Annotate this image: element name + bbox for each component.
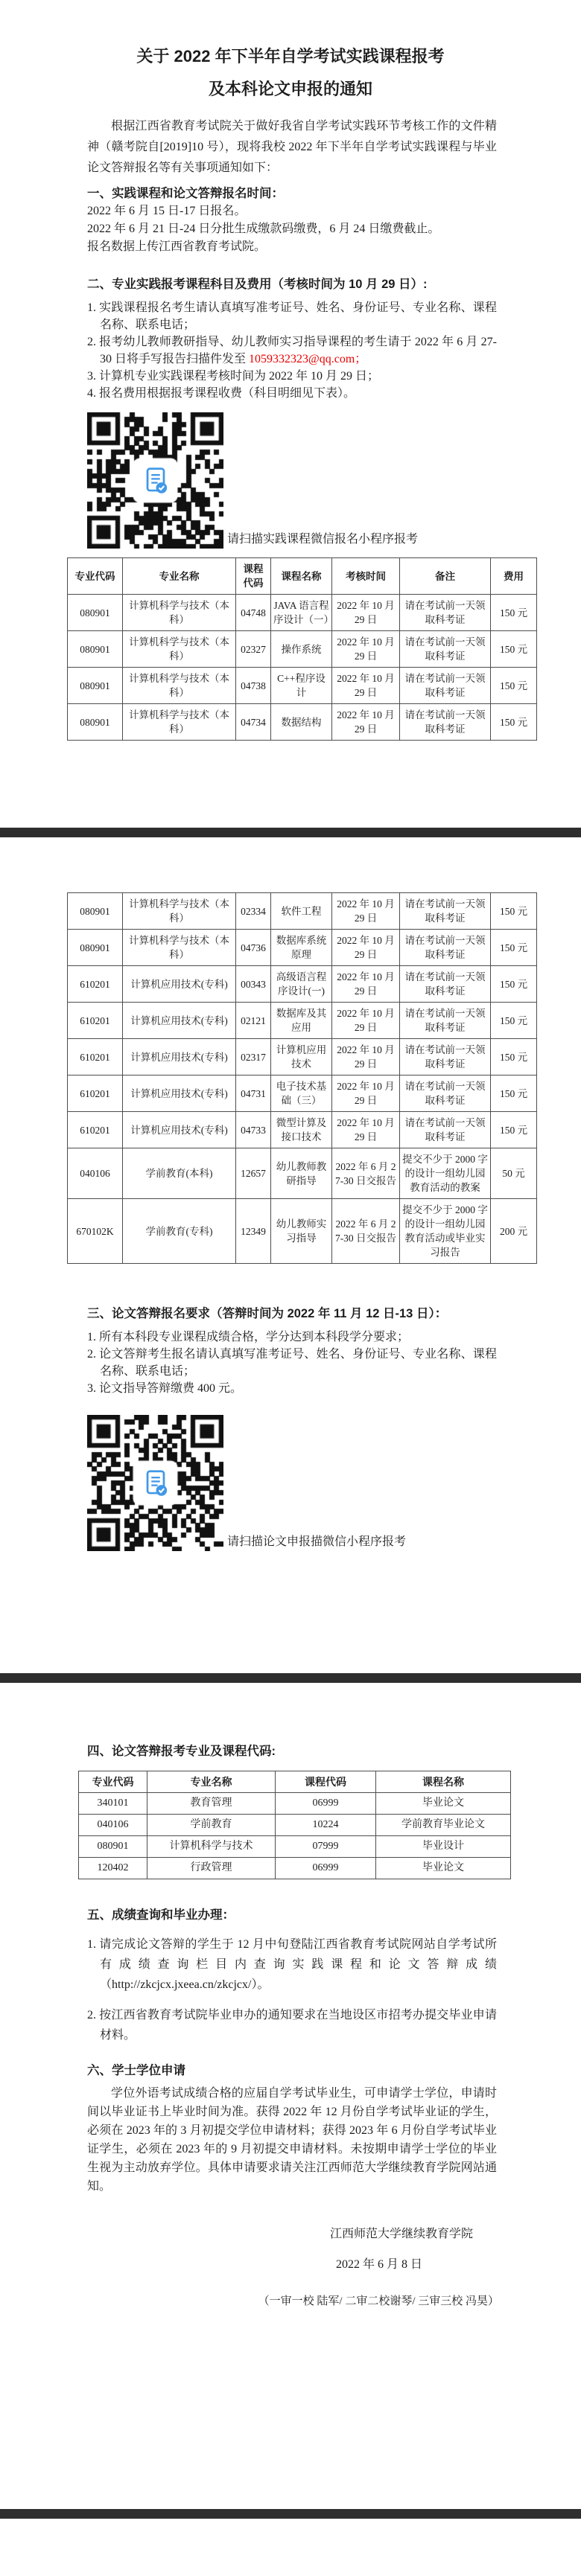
table-cell: 请在考试前一天领取科考证 xyxy=(400,595,491,631)
notice-title-line2: 及本科论文申报的通知 xyxy=(208,80,372,98)
section4-heading: 四、论文答辩报考专业及课程代码: xyxy=(87,1745,276,1758)
bottom-margin xyxy=(0,2519,581,2576)
table-cell: 040106 xyxy=(68,1148,123,1199)
table-cell: 50 元 xyxy=(491,1148,537,1199)
table-cell: C++程序设计 xyxy=(271,668,332,704)
table-row xyxy=(79,1793,511,1815)
table-cell: 计算机科学与技术（本科） xyxy=(123,893,236,930)
table-cell: 计算机应用技术(专科) xyxy=(123,1039,236,1076)
table-row xyxy=(68,1003,537,1039)
section2-item3: 3. 计算机专业实践课程考核时间为 2022 年 10 月 29 日； xyxy=(87,370,380,383)
table-cell: 150 元 xyxy=(491,1112,537,1148)
table-cell: 150 元 xyxy=(491,966,537,1003)
table-cell: 请在考试前一天领取科考证 xyxy=(400,930,491,966)
table-row xyxy=(68,893,537,930)
table-cell: 2022 年 10 月 29 日 xyxy=(332,1003,400,1039)
table-cell: 计算机科学与技术（本科） xyxy=(123,930,236,966)
table-cell: 学前教育(专科) xyxy=(123,1199,236,1264)
table-cell: 200 元 xyxy=(491,1199,537,1264)
page-1 xyxy=(0,0,581,828)
table-row xyxy=(68,930,537,966)
section2-item1: 1. 实践课程报名考生请认真填写准考证号、姓名、身份证号、专业名称、课程名称、联系电话； xyxy=(87,301,497,331)
table-cell: 04748 xyxy=(236,595,271,631)
table-cell: 02334 xyxy=(236,893,271,930)
table-cell: 610201 xyxy=(68,1112,123,1148)
table-cell: 080901 xyxy=(79,1836,147,1858)
table-cell: 340101 xyxy=(79,1793,147,1815)
table-cell: 080901 xyxy=(68,595,123,631)
table-cell: 请在考试前一天领取科考证 xyxy=(400,668,491,704)
section1-line1: 2022 年 6 月 15 日-17 日报名。 xyxy=(87,205,247,217)
section1-heading: 一、实践课程和论文答辩报名时间： xyxy=(87,187,284,200)
table-cell: 行政管理 xyxy=(147,1858,276,1879)
section3-heading: 三、论文答辩报名要求（答辩时间为 2022 年 11 月 12 日-13 日）： xyxy=(87,1307,448,1320)
page-separator xyxy=(0,1673,581,1683)
table-cell: 610201 xyxy=(68,1076,123,1112)
table-cell: 学前教育(本科) xyxy=(123,1148,236,1199)
table-cell: 080901 xyxy=(68,930,123,966)
table-cell: 04738 xyxy=(236,668,271,704)
table-cell: 10224 xyxy=(276,1815,376,1836)
table-cell: 080901 xyxy=(68,893,123,930)
table-cell: 2022 年 10 月 29 日 xyxy=(332,1039,400,1076)
table-cell: 毕业论文 xyxy=(376,1858,511,1879)
page-3 xyxy=(0,1683,581,2509)
table-cell: 2022 年 10 月 29 日 xyxy=(332,966,400,1003)
section5-item1: 1. 请完成论文答辩的学生于 12 月中旬登陆江西省教育考试院网站自学考试所有成绩查询栏目内查询实践课程和论文答辩成绩（http://zkcjcx.jxeea.cn/zkcjcx/）。 xyxy=(87,1938,497,1991)
table-cell: 数据库及其应用 xyxy=(271,1003,332,1039)
qr2-caption: 请扫描论文申报描微信小程序报考 xyxy=(227,1535,407,1548)
table-cell: 计算机科学与技术（本科） xyxy=(123,595,236,631)
column-header: 专业名称 xyxy=(123,558,236,595)
practical-course-table xyxy=(67,557,537,741)
table-row xyxy=(79,1815,511,1836)
section2-item2-text: 2. 报考幼儿教师教研指导、幼儿教师实习指导课程的考生请于 2022 年 6 月 27-30 日将手写报告扫描件发至 xyxy=(87,336,497,365)
column-header: 课程代码 xyxy=(276,1771,376,1793)
section3-list xyxy=(87,1329,497,1397)
column-header: 专业代码 xyxy=(79,1771,147,1793)
section2-item2 xyxy=(87,333,497,368)
table-cell: 请在考试前一天领取科考证 xyxy=(400,1076,491,1112)
thesis-qr-block xyxy=(87,1415,581,1551)
table-cell: 150 元 xyxy=(491,668,537,704)
section3-item2: 2. 论文答辩考生报名请认真填写准考证号、姓名、身份证号、专业名称、课程名称、联系电话； xyxy=(87,1348,497,1378)
table-cell: 06999 xyxy=(276,1793,376,1815)
section3-item3: 3. 论文指导答辩缴费 400 元。 xyxy=(87,1382,243,1395)
table-cell: 请在考试前一天领取科考证 xyxy=(400,1039,491,1076)
intro-paragraph: 根据江西省教育考试院关于做好我省自学考试实践环节考核工作的文件精神（赣考院自[2019]10 号），现将我校 2022 年下半年自学考试实践课程与毕业论文答辩报名等有关事项通知如下： xyxy=(87,120,497,174)
table-cell: 请在考试前一天领取科考证 xyxy=(400,1112,491,1148)
table-cell: 040106 xyxy=(79,1815,147,1836)
practical-course-qr-code xyxy=(87,412,223,549)
column-header: 专业代码 xyxy=(68,558,123,595)
table-cell: 请在考试前一天领取科考证 xyxy=(400,631,491,668)
table-cell: 080901 xyxy=(68,668,123,704)
table-cell: 04736 xyxy=(236,930,271,966)
section1-line3: 报名数据上传江西省教育考试院。 xyxy=(87,240,267,253)
table-cell: 微型计算及接口技术 xyxy=(271,1112,332,1148)
table-cell: 软件工程 xyxy=(271,893,332,930)
section1-line2: 2022 年 6 月 21 日-24 日分批生成缴款码缴费，6 月 24 日缴费截止。 xyxy=(87,223,440,235)
thesis-application-qr-code xyxy=(87,1415,223,1551)
table-row xyxy=(79,1836,511,1858)
table-cell: 02327 xyxy=(236,631,271,668)
table-cell: 2022 年 10 月 29 日 xyxy=(332,704,400,741)
table-cell: 02317 xyxy=(236,1039,271,1076)
table-cell: 请在考试前一天领取科考证 xyxy=(400,966,491,1003)
table-cell: 计算机应用技术(专科) xyxy=(123,966,236,1003)
page-2 xyxy=(0,837,581,1673)
table-cell: 12349 xyxy=(236,1199,271,1264)
table-cell: 150 元 xyxy=(491,595,537,631)
table-cell: 04733 xyxy=(236,1112,271,1148)
table-cell: 数据结构 xyxy=(271,704,332,741)
document-check-icon xyxy=(139,1466,173,1500)
table-cell: 080901 xyxy=(68,704,123,741)
table-cell: 02121 xyxy=(236,1003,271,1039)
table-row xyxy=(68,1076,537,1112)
table-row xyxy=(68,668,537,704)
table-cell: 00343 xyxy=(236,966,271,1003)
table-cell: 080901 xyxy=(68,631,123,668)
section3-item1: 1. 所有本科段专业课程成绩合格，学分达到本科段学分要求； xyxy=(87,1331,410,1343)
table-cell: JAVA 语言程序设计（一） xyxy=(271,595,332,631)
signature: 江西师范大学继续教育学院 xyxy=(329,2228,473,2240)
table-cell: 计算机科学与技术（本科） xyxy=(123,668,236,704)
email-address: 1059332323@qq.com； xyxy=(249,353,367,365)
table-cell: 数据库系统原理 xyxy=(271,930,332,966)
table-cell: 计算机科学与技术 xyxy=(147,1836,276,1858)
section2-item4: 4. 报名费用根据报考课程收费（科目明细见下表）。 xyxy=(87,387,356,400)
table-row xyxy=(68,1112,537,1148)
practical-qr-block xyxy=(87,412,581,549)
table-cell: 操作系统 xyxy=(271,631,332,668)
table-cell: 幼儿教师实习指导 xyxy=(271,1199,332,1264)
table-cell: 2022 年 6 月 27-30 日交报告 xyxy=(332,1199,400,1264)
table-cell: 幼儿教师教研指导 xyxy=(271,1148,332,1199)
table-cell: 提交不少于 2000 字的设计一组幼儿园教育活动或毕业实习报告 xyxy=(400,1199,491,1264)
table-cell: 教育管理 xyxy=(147,1793,276,1815)
table-cell: 2022 年 6 月 27-30 日交报告 xyxy=(332,1148,400,1199)
table-cell: 2022 年 10 月 29 日 xyxy=(332,1076,400,1112)
table-cell: 150 元 xyxy=(491,893,537,930)
table-cell: 电子技术基础（三） xyxy=(271,1076,332,1112)
table-cell: 计算机应用技术 xyxy=(271,1039,332,1076)
table-cell: 请在考试前一天领取科考证 xyxy=(400,1003,491,1039)
table-cell: 提交不少于 2000 字的设计一组幼儿园教育活动的教案 xyxy=(400,1148,491,1199)
table-cell: 150 元 xyxy=(491,1076,537,1112)
table-cell: 150 元 xyxy=(491,1003,537,1039)
qr1-caption: 请扫描实践课程微信报名小程序报考 xyxy=(227,533,419,546)
column-header: 课程名称 xyxy=(271,558,332,595)
table-cell: 2022 年 10 月 29 日 xyxy=(332,595,400,631)
table-cell: 150 元 xyxy=(491,1039,537,1076)
table-row xyxy=(79,1858,511,1879)
table-cell: 2022 年 10 月 29 日 xyxy=(332,1112,400,1148)
table-cell: 610201 xyxy=(68,1039,123,1076)
table-cell: 2022 年 10 月 29 日 xyxy=(332,631,400,668)
document-check-icon xyxy=(139,464,173,498)
table-row xyxy=(68,704,537,741)
table-cell: 2022 年 10 月 29 日 xyxy=(332,668,400,704)
table-cell: 610201 xyxy=(68,966,123,1003)
table-row xyxy=(68,595,537,631)
table-cell: 毕业设计 xyxy=(376,1836,511,1858)
table-cell: 计算机应用技术(专科) xyxy=(123,1112,236,1148)
table-cell: 高级语言程序设计(一) xyxy=(271,966,332,1003)
section5-item2: 2. 按江西省教育考试院毕业申办的通知要求在当地设区市招考办提交毕业申请材料。 xyxy=(87,2009,497,2042)
table-cell: 04734 xyxy=(236,704,271,741)
table-cell: 04731 xyxy=(236,1076,271,1112)
practical-course-table-continued xyxy=(67,892,537,1264)
notice-title-line1: 关于 2022 年下半年自学考试实践课程报考 xyxy=(136,47,445,65)
table-cell: 150 元 xyxy=(491,704,537,741)
table-row xyxy=(68,966,537,1003)
thesis-course-code-table xyxy=(78,1771,511,1879)
table-cell: 150 元 xyxy=(491,631,537,668)
table-cell: 150 元 xyxy=(491,930,537,966)
table-cell: 请在考试前一天领取科考证 xyxy=(400,704,491,741)
table-row xyxy=(68,1148,537,1199)
column-header: 专业名称 xyxy=(147,1771,276,1793)
table-cell: 毕业论文 xyxy=(376,1793,511,1815)
table-cell: 计算机应用技术(专科) xyxy=(123,1076,236,1112)
table-cell: 请在考试前一天领取科考证 xyxy=(400,893,491,930)
table-cell: 06999 xyxy=(276,1858,376,1879)
page-separator xyxy=(0,828,581,837)
table-cell: 670102K xyxy=(68,1199,123,1264)
table-cell: 12657 xyxy=(236,1148,271,1199)
table-cell: 学前教育 xyxy=(147,1815,276,1836)
review-note: （一审一校 陆军/ 二审二校谢琴/ 三审三校 冯昊） xyxy=(258,2295,499,2307)
column-header: 考核时间 xyxy=(332,558,400,595)
table-row xyxy=(68,1199,537,1264)
table-cell: 计算机应用技术(专科) xyxy=(123,1003,236,1039)
page-separator xyxy=(0,2509,581,2519)
table-cell: 610201 xyxy=(68,1003,123,1039)
section6-paragraph: 学位外语考试成绩合格的应届自学考试毕业生，可申请学士学位，申请时间以毕业证书上毕业时间为准。获得 2022 年 12 月份自学考试毕业证的学生，必须在 2023 年的 3 月初提交学位申请材料；获得 2023 年 6 月份自学考试毕业证学生，必须在 2023 年的 9 月初提交申请材料。未按期申请学士学位的毕业生视为主动放弃学位。具体申请要求请关注江西师范大学继续教育学院网站通知。 xyxy=(87,2087,497,2193)
table-cell: 2022 年 10 月 29 日 xyxy=(332,930,400,966)
column-header: 备注 xyxy=(400,558,491,595)
table-cell: 学前教育毕业论文 xyxy=(376,1815,511,1836)
notice-date: 2022 年 6 月 8 日 xyxy=(335,2258,422,2271)
section2-list xyxy=(87,299,497,402)
table-cell: 计算机科学与技术（本科） xyxy=(123,631,236,668)
table-row xyxy=(68,631,537,668)
table-cell: 计算机科学与技术（本科） xyxy=(123,704,236,741)
table-cell: 07999 xyxy=(276,1836,376,1858)
column-header: 课程代码 xyxy=(236,558,271,595)
table-cell: 2022 年 10 月 29 日 xyxy=(332,893,400,930)
table-cell: 120402 xyxy=(79,1858,147,1879)
section6-heading: 六、学士学位申请 xyxy=(87,2064,185,2077)
section5-heading: 五、成绩查询和毕业办理： xyxy=(87,1908,235,1922)
section2-heading: 二、专业实践报考课程科目及费用（考核时间为 10 月 29 日）: xyxy=(87,278,428,291)
column-header: 费用 xyxy=(491,558,537,595)
column-header: 课程名称 xyxy=(376,1771,511,1793)
table-row xyxy=(68,1039,537,1076)
